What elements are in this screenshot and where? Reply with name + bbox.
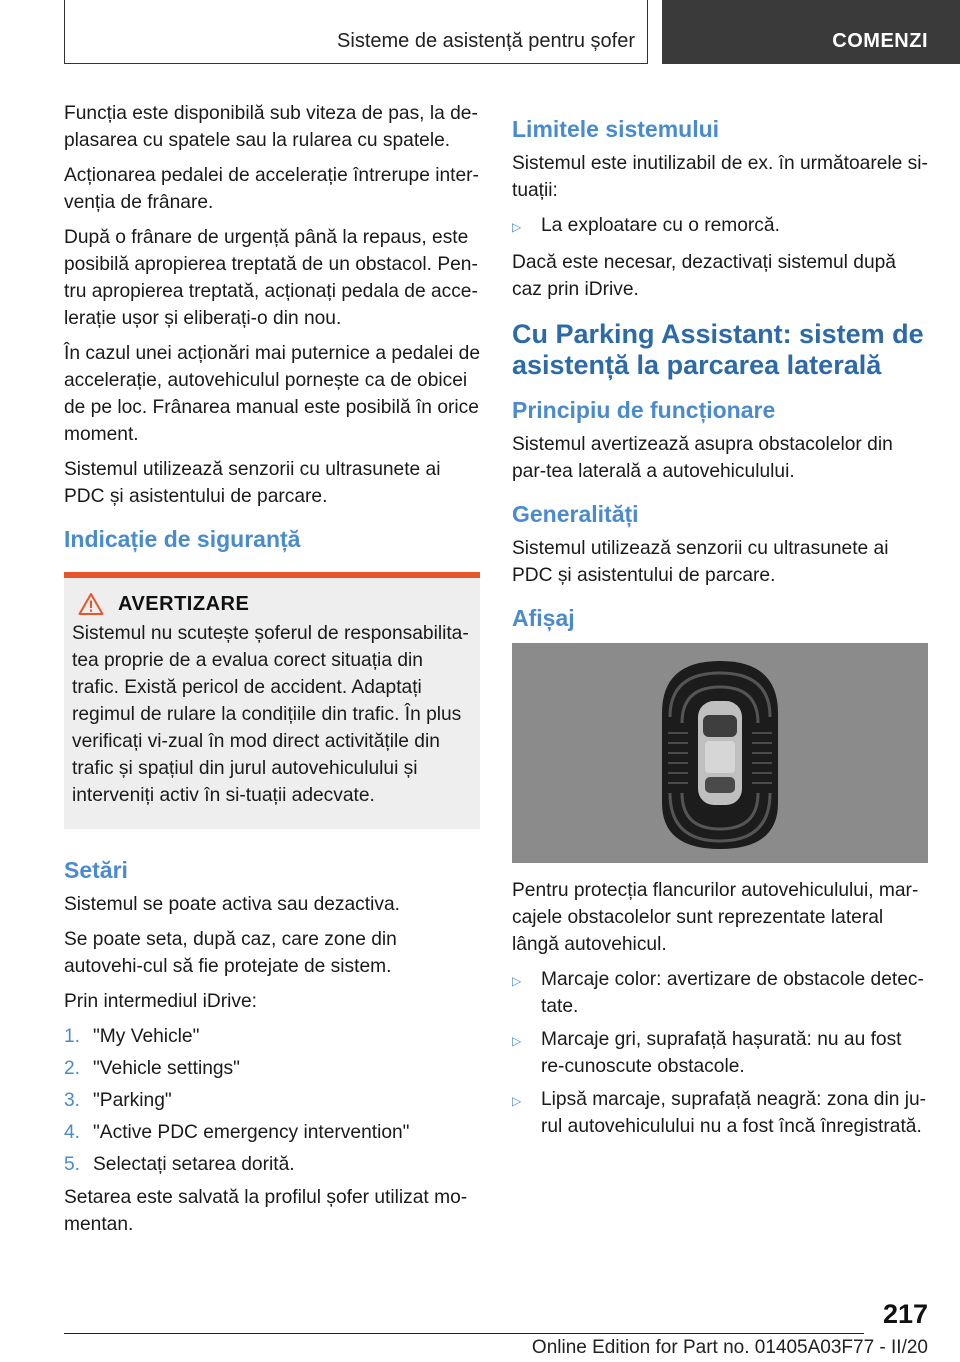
step-number: 4. [64,1122,81,1143]
paragraph: Acționarea pedalei de accelerație întrerupe inter‐venția de frânare. [64,165,479,213]
footer-divider [64,1333,864,1334]
paragraph: În cazul unei acționări mai puternice a pedalei de accelerație, autovehiculul pornește ca de obicei de pe loc. Frânarea manual este posibilă în orice moment. [64,343,480,445]
list-item [64,1087,480,1114]
list-item [64,1055,480,1082]
list-item [64,1119,480,1146]
principle-heading: Principiu de funcționare [512,397,776,423]
right-column [512,100,928,1148]
paragraph: Sistemul este inutilizabil de ex. în următoarele si‐tuații: [512,153,928,201]
paragraph: Sistemul utilizează senzorii cu ultrasunete ai PDC și asistentului de parcare. [512,538,889,586]
limits-heading: Limitele sistemului [512,116,720,142]
list-item [512,1026,928,1080]
paragraph: Se poate seta, după caz, care zone din autovehi‐cul să fie protejate de sistem. [64,929,397,977]
steps-list [64,1023,480,1178]
paragraph: Setarea este salvată la profilul șofer utilizat mo‐mentan. [64,1187,468,1235]
paragraph: Dacă este necesar, dezactivați sistemul după caz prin iDrive. [512,252,896,300]
header-chapter-tab[interactable] [662,0,960,64]
triangle-bullet-icon: ▷ [512,1094,522,1108]
warning-box [64,572,480,829]
triangle-bullet-icon: ▷ [512,974,522,988]
step-text: "My Vehicle" [93,1026,200,1047]
limits-list [512,212,928,241]
bullet-text: La exploatare cu o remorcă. [541,215,780,236]
warning-triangle-icon [78,592,104,616]
warning-text: Sistemul nu scutește șoferul de responsabilita‐tea proprie de a evalua corect situația din trafic. Există pericol de accident. Adaptați regimul de rulare la condițiile din trafic. În plus verificați vi‐zual în mod direct activitățile din trafic și spațiul din jurul autovehiculului și interveniți activ în si‐tuații adecvate. [72,623,469,806]
footer-edition: Online Edition for Part no. 01405A03F77 - II/20 [531,1337,928,1358]
step-text: Selectați setarea dorită. [93,1154,295,1175]
list-item [64,1023,480,1050]
step-text: "Vehicle settings" [93,1058,240,1079]
display-bullets [512,966,928,1140]
paragraph: Funcția este disponibilă sub viteza de pas, la de‐plasarea cu spatele sau la rularea cu spatele. [64,103,478,151]
warning-title: AVERTIZARE [118,592,250,615]
list-item [64,1151,480,1178]
paragraph: După o frânare de urgență până la repaus, este posibilă apropierea treptată de un obstacol. Pen‐tru apropierea treptată, acționați pedala de acce‐lerație ușor și eliberați-o din nou. [64,227,478,329]
safety-heading: Indicație de siguranță [64,526,301,552]
step-number: 1. [64,1026,81,1047]
bullet-text: Marcaje gri, suprafață hașurată: nu au fost re‐cunoscute obstacole. [541,1029,902,1077]
general-heading: Generalități [512,501,639,527]
triangle-bullet-icon: ▷ [512,220,522,234]
header-section-title: Sisteme de asistență pentru șofer [337,30,635,52]
step-number: 5. [64,1154,81,1175]
step-number: 2. [64,1058,81,1079]
step-text: "Parking" [93,1090,172,1111]
step-number: 3. [64,1090,81,1111]
chapter-tab-label: COMENZI [832,30,928,52]
settings-heading: Setări [64,857,128,883]
paragraph: Prin intermediul iDrive: [64,991,257,1012]
main-heading: Cu Parking Assistant: sistem de asistență la parcarea laterală [512,319,924,380]
list-item [512,966,928,1020]
paragraph: Sistemul se poate activa sau dezactiva. [64,894,400,915]
left-column [64,100,480,1246]
bullet-text: Marcaje color: avertizare de obstacole detec‐tate. [541,969,924,1017]
bullet-text: Lipsă marcaje, suprafață neagră: zona din ju‐rul autovehiculului nu a fost încă înregistrată. [541,1089,927,1137]
header-section-frame [64,0,648,64]
triangle-bullet-icon: ▷ [512,1034,522,1048]
page-number: 217 [882,1299,928,1329]
parking-display-figure [512,643,928,863]
step-text: "Active PDC emergency intervention" [93,1122,410,1143]
display-heading: Afișaj [512,605,575,631]
paragraph: Pentru protecția flancurilor autovehiculului, mar‐cajele obstacolelor sunt reprezentate lateral lângă autovehicul. [512,880,919,955]
paragraph: Sistemul avertizează asupra obstacolelor din par‐tea laterală a autovehiculului. [512,434,893,482]
warning-header [72,592,474,616]
list-item [512,212,928,241]
list-item [512,1086,928,1140]
paragraph: Sistemul utilizează senzorii cu ultrasunete ai PDC și asistentului de parcare. [64,459,441,507]
